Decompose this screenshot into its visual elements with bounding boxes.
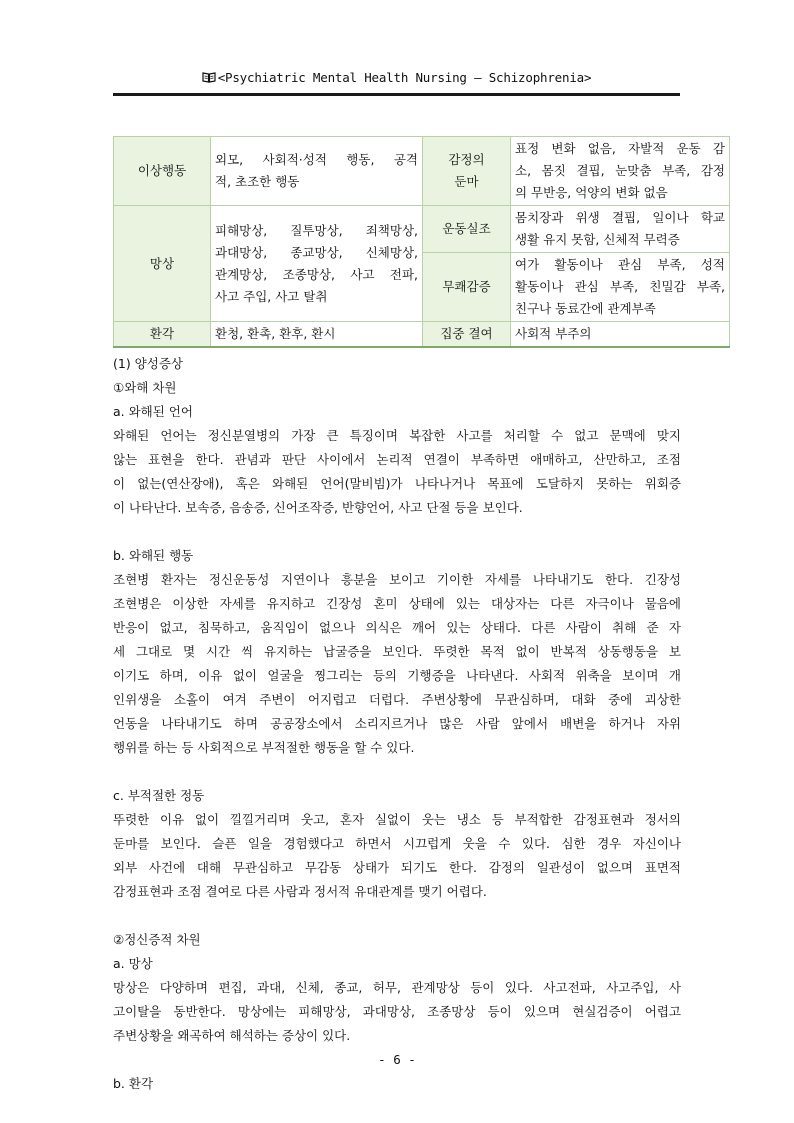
cell-line: 사고 주입, 사고 탈취 xyxy=(215,288,328,304)
text-line: 외부 사건에 대해 무관심하고 무감동 상태가 되기도 한다. 감정의 일관성이 없으며 표면적 xyxy=(113,860,681,875)
subsection-heading: ①와해 차원 xyxy=(113,380,177,395)
cell-line: 표정 변화 없음, 자발적 운동 감 xyxy=(515,141,725,156)
paragraph xyxy=(113,424,681,520)
document-body xyxy=(113,352,681,1096)
text-line: 주변상황을 왜곡하여 해석하는 증상이 있다. xyxy=(113,1028,351,1043)
cell-line: 피해망상, 질투망상, 죄책망상, xyxy=(215,222,418,238)
cell-line: 감정의 xyxy=(448,152,485,167)
text-line: 이기도 하며, 이유 없이 얼굴을 찡그리는 등의 기행증을 나타낸다. 사회적 위축을 보이며 개 xyxy=(113,668,681,683)
book-icon xyxy=(202,71,216,82)
text-line: 둔마를 보인다. 슬픈 일을 경험했다고 하면서 시끄럽게 웃을 수 있다. 심한 경우 자신이나 xyxy=(113,836,681,851)
text-line: 언동을 나타내기도 하며 공공장소에서 소리지르거나 많은 사람 앞에서 배변을 하거나 자위 xyxy=(113,716,681,731)
item-title: b. 와해된 행동 xyxy=(113,548,194,563)
text-line: 감정표현과 조점 결여로 다른 사람과 정서적 유대관계를 맺기 어렵다. xyxy=(113,884,487,899)
cell-line: 생활 유지 못함, 신체적 무력증 xyxy=(515,232,680,247)
header-title: <Psychiatric Mental Health Nursing – Schizophrenia> xyxy=(217,70,592,85)
cell-line: 여가 활동이나 관심 부족, 성적 xyxy=(515,257,725,272)
text-line: 이 나타난다. 보속증, 음송증, 신어조작증, 반향언어, 사고 단절 등을 보인다. xyxy=(113,500,523,515)
cell-line: 의 무반응, 억양의 변화 없음 xyxy=(515,185,668,200)
table-cell xyxy=(211,137,423,206)
text-line: 않는 표현을 한다. 관념과 판단 사이에서 논리적 연결이 부족하면 애매하고, 산만하고, 조점 xyxy=(113,452,681,467)
item-title: b. 환각 xyxy=(113,1076,154,1091)
table-label-cell: 무쾌감증 xyxy=(423,253,511,322)
paragraph xyxy=(113,568,681,760)
section-heading: (1) 양성증상 xyxy=(113,356,183,371)
symptom-table xyxy=(113,136,730,348)
cell-line: 적, 초조한 행동 xyxy=(215,174,300,189)
cell-line: 몸치장과 위생 결핍, 일이나 학교 xyxy=(515,210,725,225)
text-line: 이 없는(연산장애), 혹은 와해된 언어(말비빔)가 나타나거나 목표에 도달하지 못하는 위회증 xyxy=(113,476,681,491)
page-header xyxy=(113,70,680,85)
table-row xyxy=(114,137,730,206)
table-cell: 환청, 환촉, 환후, 환시 xyxy=(211,322,423,348)
cell-line: 둔마 xyxy=(454,174,479,189)
table-row xyxy=(114,322,730,348)
cell-line: 외모, 사회적·성적 행동, 공격 xyxy=(215,152,418,167)
item-title: a. 망상 xyxy=(113,956,153,971)
cell-line: 과대망상, 종교망상, 신체망상, xyxy=(215,244,418,260)
table-cell xyxy=(511,137,730,206)
text-line: 반응이 없고, 침묵하고, 움직임이 없으나 의식은 깨어 있는 상태다. 다른 사람이 취해 준 자 xyxy=(113,620,681,635)
paragraph xyxy=(113,976,681,1048)
text-line: 와해된 언어는 정신분열병의 가장 큰 특징이며 복잡한 사고를 처리할 수 없고 문맥에 맞지 xyxy=(113,428,681,443)
text-line: 행위를 하는 등 사회적으로 부적절한 행동을 할 수 있다. xyxy=(113,740,415,755)
table-cell xyxy=(511,253,730,322)
text-line: 세 그대로 몇 시간 씩 유지하는 납굴증을 보인다. 뚜렷한 목적 없이 반복적 상동행동을 보 xyxy=(113,644,681,659)
cell-line: 친구나 동료간에 관계부족 xyxy=(515,301,656,316)
text-line: 조현병은 이상한 자세를 유지하고 긴장성 혼미 상태에 있는 대상자는 다른 자극이나 물음에 xyxy=(113,596,681,611)
cell-line: 활동이나 관심 부족, 친밀감 부족, xyxy=(515,279,725,294)
table-cell: 사회적 부주의 xyxy=(511,322,730,348)
text-line: 인위생을 소홀이 여겨 주변이 어지럽고 더럽다. 주변상황에 무관심하며, 대화 중에 괴상한 xyxy=(113,692,681,707)
table-cell xyxy=(211,206,423,322)
table-row xyxy=(114,206,730,253)
table-label-cell xyxy=(423,137,511,206)
item-title: a. 와해된 언어 xyxy=(113,404,193,419)
table-label-cell: 망상 xyxy=(114,206,211,322)
page-number: - 6 - xyxy=(378,1052,416,1067)
table-label-cell: 환각 xyxy=(114,322,211,348)
table-label-cell: 이상행동 xyxy=(114,137,211,206)
text-line: 고이탈을 동반한다. 망상에는 피해망상, 과대망상, 조종망상 등이 있으며 현실검증이 어렵고 xyxy=(113,1004,681,1019)
header-rule xyxy=(113,93,680,96)
table-label-cell: 집중 결여 xyxy=(423,322,511,348)
text-line: 조현병 환자는 정신운동성 지연이나 흥분을 보이고 기이한 자세를 나타내기도 한다. 긴장성 xyxy=(113,572,681,587)
cell-line: 소, 몸짓 결핍, 눈맞춤 부족, 감정 xyxy=(515,163,725,178)
paragraph xyxy=(113,808,681,904)
item-title: c. 부적절한 정동 xyxy=(113,788,205,803)
text-line: 망상은 다양하며 편집, 과대, 신체, 종교, 허무, 관계망상 등이 있다. 사고전파, 사고주입, 사 xyxy=(113,980,681,995)
subsection-heading: ②정신증적 차원 xyxy=(113,932,201,947)
cell-line: 관계망상, 조종망상, 사고 전파, xyxy=(215,266,418,282)
table-cell xyxy=(511,206,730,253)
text-line: 뚜렷한 이유 없이 낄낄거리며 웃고, 혼자 실없이 웃는 냉소 등 부적합한 감정표현과 정서의 xyxy=(113,812,681,827)
table-label-cell: 운동실조 xyxy=(423,206,511,253)
